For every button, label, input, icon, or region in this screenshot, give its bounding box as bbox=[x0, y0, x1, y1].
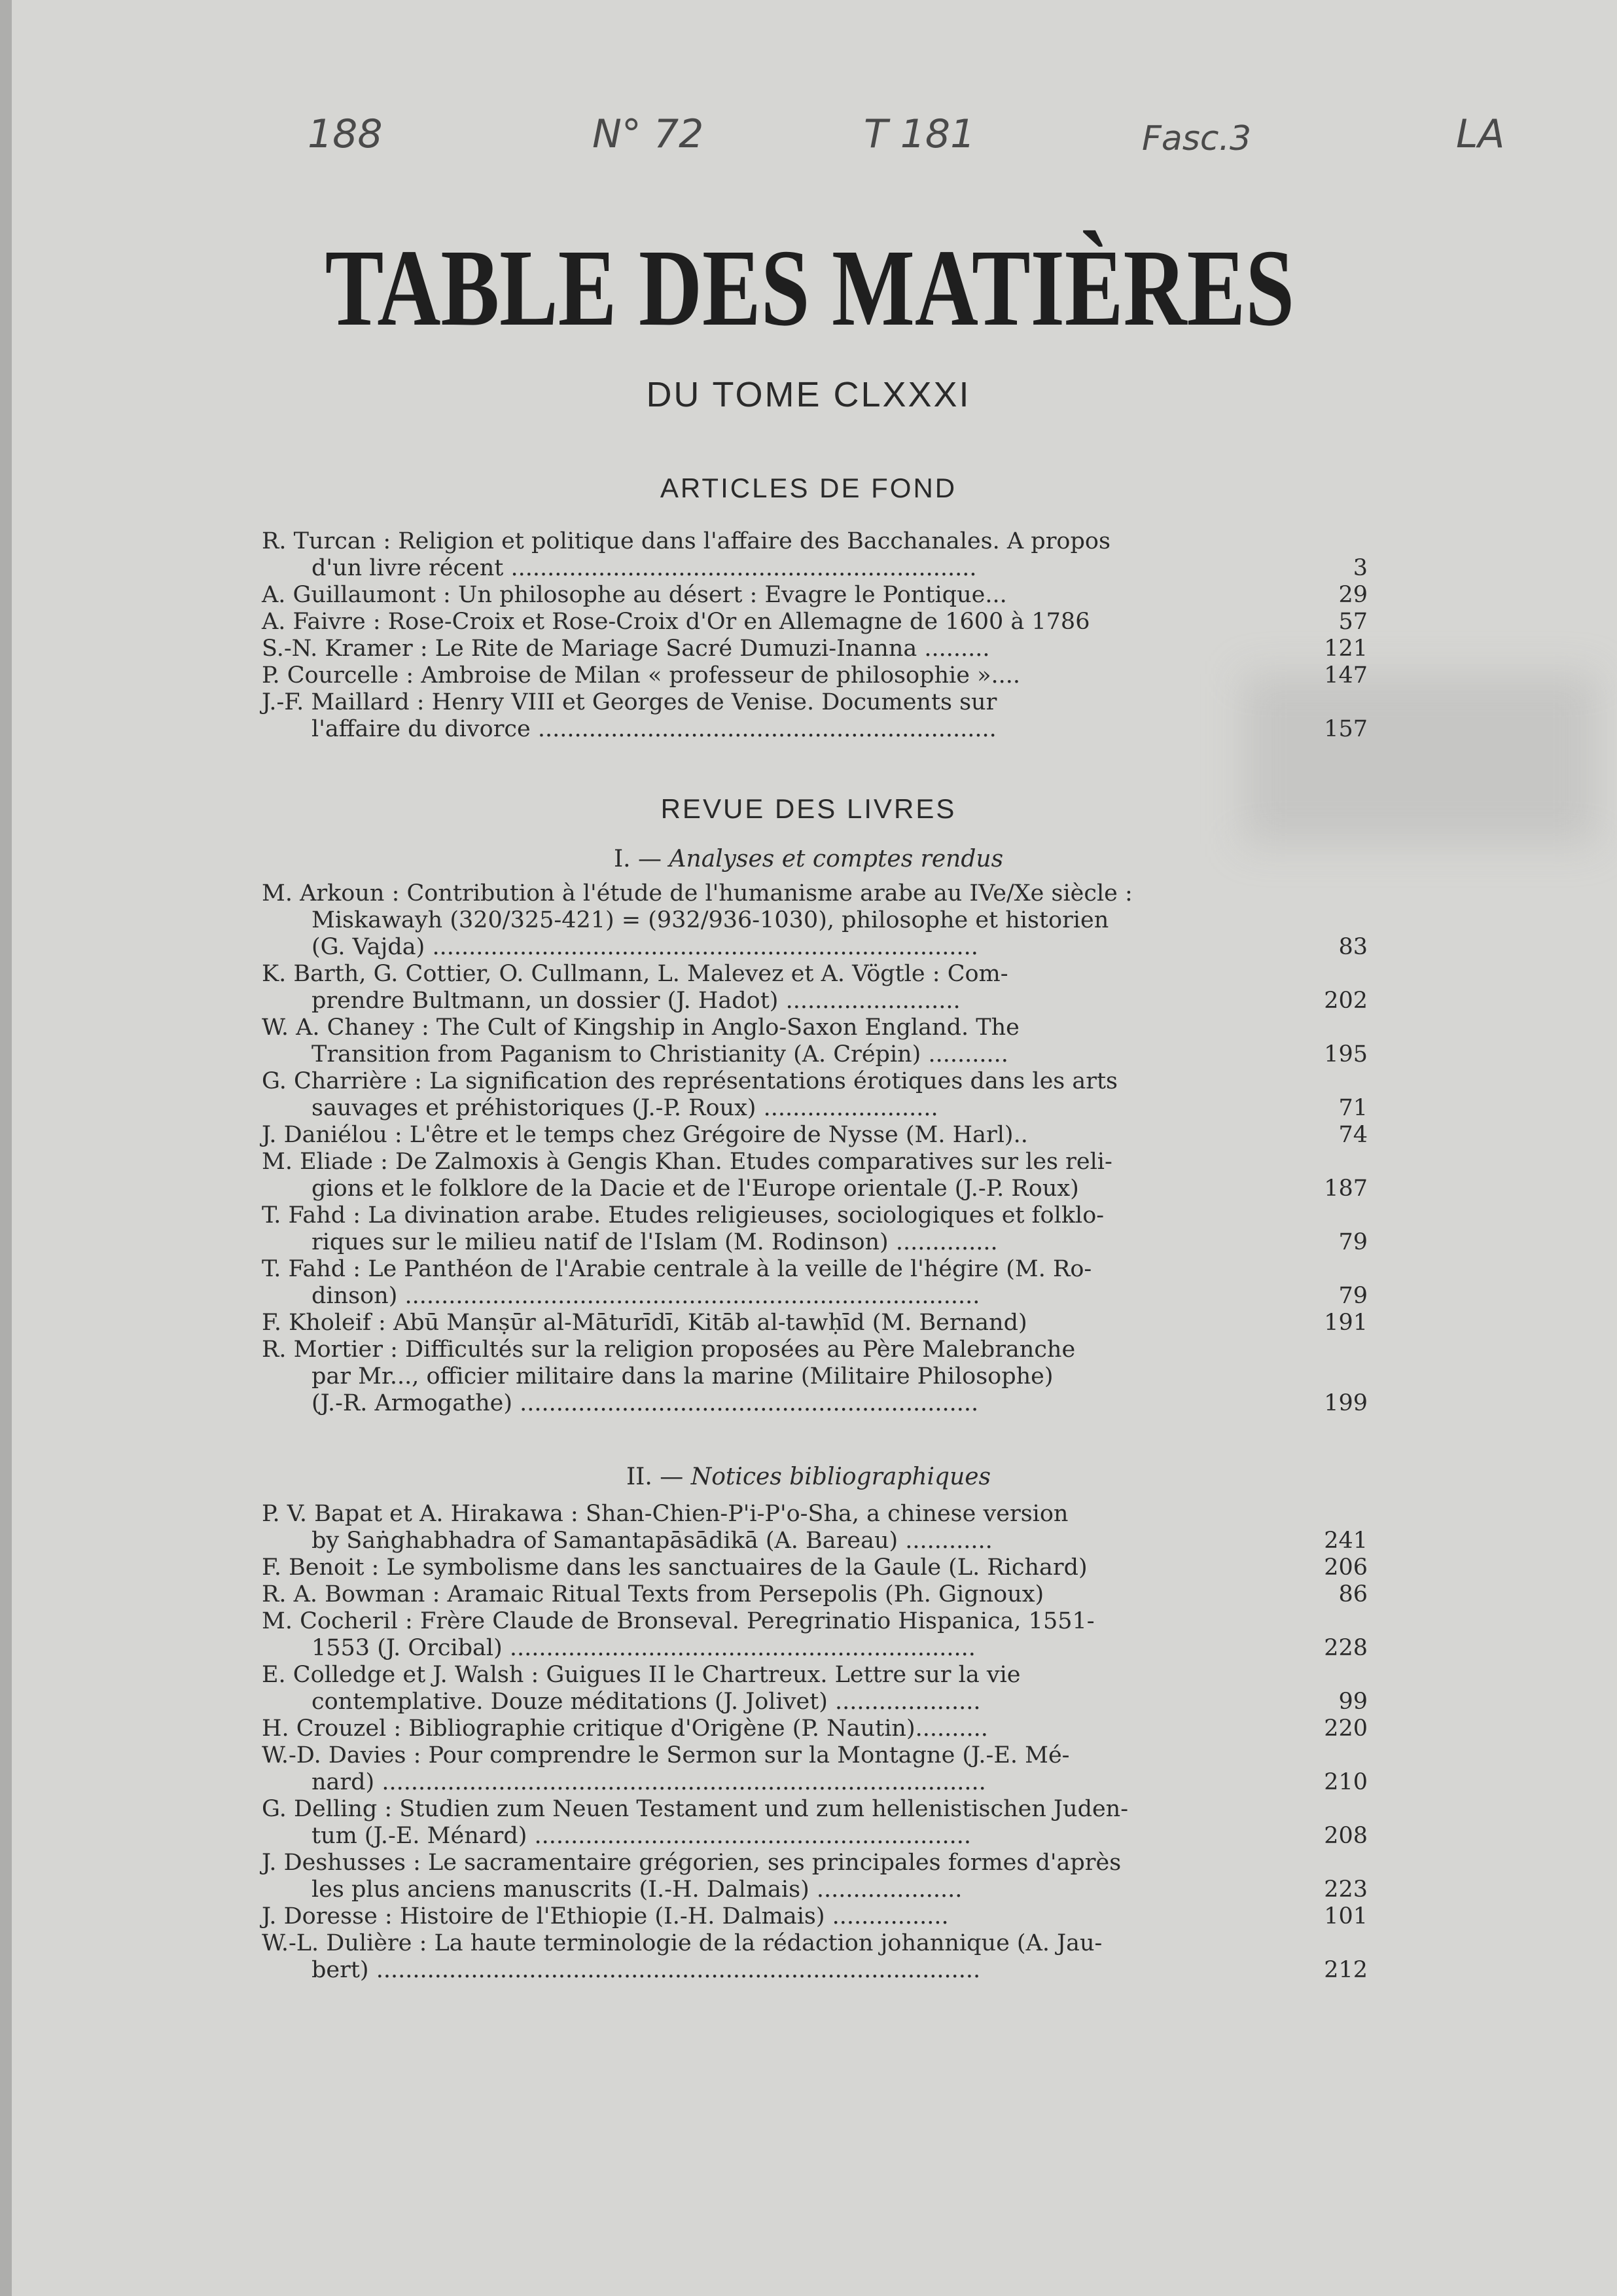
toc-entry-page: 79 bbox=[1338, 1229, 1368, 1255]
toc-entry-page: 83 bbox=[1338, 934, 1368, 960]
handwritten-note-1: 188 bbox=[308, 111, 383, 157]
toc-entry-page: 228 bbox=[1324, 1635, 1368, 1661]
toc-entry-page: 187 bbox=[1324, 1175, 1368, 1202]
toc-entry-text bbox=[262, 689, 1266, 743]
toc-entry bbox=[262, 1742, 1368, 1796]
toc-entry-line: F. Kholeif : Abū Manṣūr al-Māturīdī, Kitāb al-tawḥīd (M. Bernand) bbox=[262, 1310, 1027, 1336]
toc-entry-page: 202 bbox=[1324, 988, 1368, 1014]
toc-entry-line: P. Courcelle : Ambroise de Milan « professeur de philosophie ».... bbox=[262, 662, 1020, 689]
toc-entry bbox=[262, 1014, 1368, 1068]
toc-entry-page: 206 bbox=[1324, 1554, 1368, 1581]
toc-entry-page: 195 bbox=[1324, 1041, 1368, 1067]
toc-entry-line: (J.-R. Armogathe) ............................................................... bbox=[311, 1390, 979, 1416]
toc-entry-page: 101 bbox=[1324, 1903, 1368, 1929]
toc-entry-line: R. Mortier : Difficultés sur la religion proposées au Père Malebranche bbox=[262, 1336, 1076, 1363]
toc-entry-line: K. Barth, G. Cottier, O. Cullmann, L. Malevez et A. Vögtle : Com- bbox=[262, 961, 1008, 987]
handwritten-note-3: T 181 bbox=[864, 111, 976, 157]
toc-entry bbox=[262, 1850, 1368, 1903]
toc-entry-page: 29 bbox=[1338, 582, 1368, 608]
toc-entry-text bbox=[262, 662, 1266, 689]
toc-entry-page: 99 bbox=[1338, 1689, 1368, 1715]
page-subtitle: DU TOME CLXXXI bbox=[646, 375, 971, 414]
subsection-number: II. — bbox=[626, 1463, 684, 1490]
toc-entry-line: J. Daniélou : L'être et le temps chez Grégoire de Nysse (M. Harl).. bbox=[262, 1122, 1028, 1148]
toc-entry-page: 121 bbox=[1324, 636, 1368, 662]
toc-entry-page: 3 bbox=[1353, 555, 1368, 581]
toc-entry-line: M. Arkoun : Contribution à l'étude de l'humanisme arabe au IVe/Xe siècle : bbox=[262, 880, 1133, 906]
toc-entry-line: R. A. Bowman : Aramaic Ritual Texts from Persepolis (Ph. Gignoux) bbox=[262, 1581, 1044, 1607]
toc-entry-line: R. Turcan : Religion et politique dans l'affaire des Bacchanales. A propos bbox=[262, 528, 1111, 554]
toc-entry-line: T. Fahd : La divination arabe. Etudes religieuses, sociologiques et folklo- bbox=[262, 1202, 1105, 1229]
toc-entry-line: J. Deshusses : Le sacramentaire grégorien, ses principales formes d'après bbox=[262, 1850, 1122, 1876]
toc-entry-page: 199 bbox=[1324, 1390, 1368, 1416]
toc-entry-text bbox=[262, 1581, 1266, 1608]
subsection-number: I. — bbox=[613, 846, 662, 872]
toc-entry-text bbox=[262, 1202, 1266, 1256]
toc-entry-text bbox=[262, 1930, 1266, 1984]
toc-entry-text bbox=[262, 636, 1266, 662]
toc-entry-text bbox=[262, 1501, 1266, 1554]
toc-entry bbox=[262, 1501, 1368, 1554]
toc-entry-line: gions et le folklore de la Dacie et de l'Europe orientale (J.-P. Roux) bbox=[311, 1175, 1079, 1202]
toc-entry-page: 157 bbox=[1324, 716, 1368, 742]
toc-entry bbox=[262, 609, 1368, 636]
toc-entry-line: sauvages et préhistoriques (J.-P. Roux) ........................ bbox=[311, 1095, 938, 1121]
toc-entry-line: W.-L. Dulière : La haute terminologie de la rédaction johannique (A. Jau- bbox=[262, 1930, 1103, 1956]
toc-entry-text bbox=[262, 1742, 1266, 1796]
toc-entry-text bbox=[262, 1796, 1266, 1850]
toc-entry-line: M. Eliade : De Zalmoxis à Gengis Khan. Etudes comparatives sur les reli- bbox=[262, 1149, 1112, 1175]
toc-entry-page: 147 bbox=[1324, 662, 1368, 689]
toc-entry-line: prendre Bultmann, un dossier (J. Hadot) ........................ bbox=[311, 988, 961, 1014]
toc-entry-page: 241 bbox=[1324, 1528, 1368, 1554]
toc-entry bbox=[262, 1202, 1368, 1256]
toc-entry-line: by Saṅghabhadra of Samantapāsādikā (A. Bareau) ............ bbox=[311, 1528, 993, 1554]
toc-entry-text bbox=[262, 1310, 1266, 1336]
toc-entry bbox=[262, 689, 1368, 743]
toc-entry-text bbox=[262, 1256, 1266, 1310]
toc-entry-line: (G. Vajda) ........................................................................... bbox=[311, 934, 978, 960]
toc-entry bbox=[262, 528, 1368, 582]
toc-entry-line: 1553 (J. Orcibal) ................................................................ bbox=[311, 1635, 976, 1661]
toc-entry bbox=[262, 1256, 1368, 1310]
toc-entry-text bbox=[262, 961, 1266, 1014]
toc-entry-line: W.-D. Davies : Pour comprendre le Sermon sur la Montagne (J.-E. Mé- bbox=[262, 1742, 1070, 1768]
toc-entry bbox=[262, 582, 1368, 609]
toc-entry bbox=[262, 1336, 1368, 1417]
toc-entry-line: G. Charrière : La signification des représentations érotiques dans les arts bbox=[262, 1068, 1118, 1094]
toc-entry-line: A. Faivre : Rose-Croix et Rose-Croix d'Or en Allemagne de 1600 à 1786 bbox=[262, 609, 1090, 635]
toc-entry-text bbox=[262, 1122, 1266, 1149]
toc-entry-page: 223 bbox=[1324, 1876, 1368, 1903]
toc-entry-text bbox=[262, 880, 1266, 961]
toc-entry-text bbox=[262, 1608, 1266, 1662]
toc-entry bbox=[262, 1903, 1368, 1930]
toc-entry-line: tum (J.-E. Ménard) ............................................................ bbox=[311, 1823, 972, 1849]
toc-entry-text bbox=[262, 609, 1266, 636]
toc-entry-line: A. Guillaumont : Un philosophe au désert : Evagre le Pontique... bbox=[262, 582, 1007, 608]
toc-entry-page: 191 bbox=[1324, 1310, 1368, 1336]
toc-entry-line: Miskawayh (320/325-421) = (932/936-1030), philosophe et historien bbox=[311, 907, 1109, 933]
subsection-heading-analyses bbox=[0, 846, 1617, 872]
subsection-heading-notices bbox=[0, 1463, 1617, 1490]
toc-entry bbox=[262, 662, 1368, 689]
subsection-label: Analyses et comptes rendus bbox=[669, 846, 1004, 872]
handwritten-note-4: Fasc.3 bbox=[1142, 119, 1252, 158]
toc-entry-text bbox=[262, 1715, 1266, 1742]
toc-entry-line: S.-N. Kramer : Le Rite de Mariage Sacré Dumuzi-Inanna ......... bbox=[262, 636, 990, 662]
toc-entry bbox=[262, 1554, 1368, 1581]
toc-entry bbox=[262, 1662, 1368, 1715]
toc-entry-page: 210 bbox=[1324, 1769, 1368, 1795]
toc-entry-text bbox=[262, 1662, 1266, 1715]
toc-entry bbox=[262, 1149, 1368, 1202]
toc-entry-text bbox=[262, 1068, 1266, 1122]
toc-entry-line: W. A. Chaney : The Cult of Kingship in Anglo-Saxon England. The bbox=[262, 1014, 1020, 1041]
toc-entry bbox=[262, 1796, 1368, 1850]
section-heading-revue: REVUE DES LIVRES bbox=[660, 793, 957, 824]
toc-entry-text bbox=[262, 528, 1266, 582]
toc-entry-page: 57 bbox=[1338, 609, 1368, 635]
toc-entry-line: par Mr..., officier militaire dans la marine (Militaire Philosophe) bbox=[311, 1363, 1054, 1390]
toc-entry bbox=[262, 880, 1368, 961]
toc-entry-page: 212 bbox=[1324, 1957, 1368, 1983]
toc-entry-line: l'affaire du divorce ............................................................... bbox=[311, 716, 997, 742]
toc-entry-line: T. Fahd : Le Panthéon de l'Arabie centrale à la veille de l'hégire (M. Ro- bbox=[262, 1256, 1092, 1282]
toc-entry-page: 79 bbox=[1338, 1283, 1368, 1309]
toc-entry-line: E. Colledge et J. Walsh : Guigues II le Chartreux. Lettre sur la vie bbox=[262, 1662, 1021, 1688]
toc-entry-line: Transition from Paganism to Christianity (A. Crépin) ........... bbox=[311, 1041, 1008, 1067]
toc-entry-line: bert) ................................................................................... bbox=[311, 1957, 981, 1983]
toc-entry bbox=[262, 1122, 1368, 1149]
handwritten-note-2: N° 72 bbox=[592, 111, 704, 157]
toc-entry-text bbox=[262, 1014, 1266, 1068]
toc-entry-line: J.-F. Maillard : Henry VIII et Georges de Venise. Documents sur bbox=[262, 689, 997, 715]
toc-entry-line: nard) ................................................................................... bbox=[311, 1769, 986, 1795]
toc-entry-line: F. Benoit : Le symbolisme dans les sanctuaires de la Gaule (L. Richard) bbox=[262, 1554, 1088, 1581]
toc-entry-text bbox=[262, 1336, 1266, 1417]
toc-entry-page: 86 bbox=[1338, 1581, 1368, 1607]
toc-entry-line: P. V. Bapat et A. Hirakawa : Shan-Chien-P'i-P'o-Sha, a chinese version bbox=[262, 1501, 1069, 1527]
handwritten-note-5: LA bbox=[1456, 111, 1505, 157]
section-heading-articles: ARTICLES DE FOND bbox=[660, 473, 957, 503]
toc-entry bbox=[262, 1608, 1368, 1662]
toc-entry-line: M. Cocheril : Frère Claude de Bronseval. Peregrinatio Hispanica, 1551- bbox=[262, 1608, 1095, 1634]
toc-entry-text bbox=[262, 1850, 1266, 1903]
toc-entry-line: riques sur le milieu natif de l'Islam (M. Rodinson) .............. bbox=[311, 1229, 998, 1255]
toc-entry bbox=[262, 1715, 1368, 1742]
page-edge bbox=[0, 0, 12, 2296]
toc-entry-line: contemplative. Douze méditations (J. Jolivet) .................... bbox=[311, 1689, 981, 1715]
toc-entry-text bbox=[262, 1554, 1266, 1581]
toc-entry-page: 74 bbox=[1338, 1122, 1368, 1148]
toc-entry-text bbox=[262, 582, 1266, 609]
toc-entry-page: 208 bbox=[1324, 1823, 1368, 1849]
subsection-label: Notices bibliographiques bbox=[690, 1463, 991, 1490]
toc-entry bbox=[262, 961, 1368, 1014]
page-title: TABLE DES MATIÈRES bbox=[325, 227, 1295, 349]
toc-entry-line: les plus anciens manuscrits (I.-H. Dalmais) .................... bbox=[311, 1876, 963, 1903]
toc-entry-line: d'un livre récent ................................................................ bbox=[311, 555, 977, 581]
toc-entry bbox=[262, 1310, 1368, 1336]
toc-entry-text bbox=[262, 1903, 1266, 1930]
toc-entry bbox=[262, 1581, 1368, 1608]
toc-entry bbox=[262, 1068, 1368, 1122]
toc-entry-line: H. Crouzel : Bibliographie critique d'Origène (P. Nautin).......... bbox=[262, 1715, 988, 1742]
toc-entry bbox=[262, 1930, 1368, 1984]
toc-entry-page: 71 bbox=[1338, 1095, 1368, 1121]
toc-entry bbox=[262, 636, 1368, 662]
toc-entry-line: J. Doresse : Histoire de l'Ethiopie (I.-H. Dalmais) ................ bbox=[262, 1903, 949, 1929]
toc-entry-line: G. Delling : Studien zum Neuen Testament und zum hellenistischen Juden- bbox=[262, 1796, 1129, 1822]
toc-entry-page: 220 bbox=[1324, 1715, 1368, 1742]
toc-entry-line: dinson) ............................................................................... bbox=[311, 1283, 980, 1309]
toc-entry-text bbox=[262, 1149, 1266, 1202]
